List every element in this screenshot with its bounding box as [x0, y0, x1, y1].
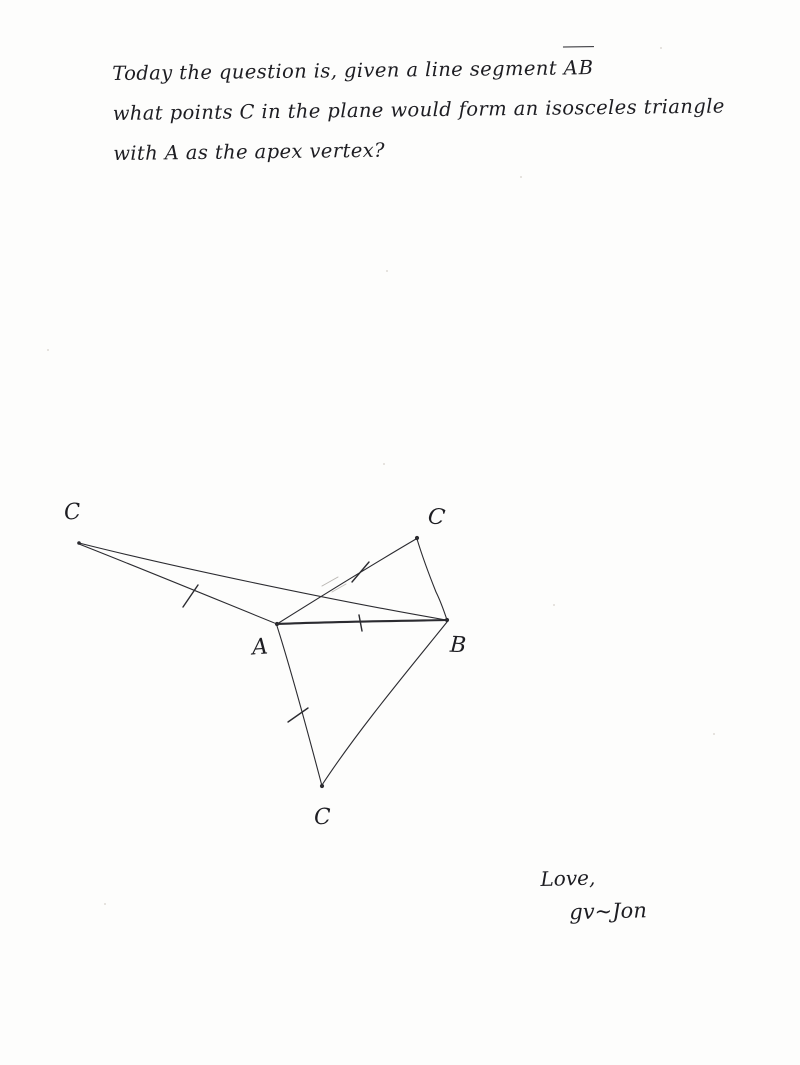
segment-ab: [277, 620, 447, 624]
prompt-line3: with A as the apex vertex?: [113, 138, 386, 165]
faint-construction-mark: [322, 577, 338, 586]
signature-name: gv~Jon: [569, 898, 648, 925]
signature-closing: Love,: [540, 865, 596, 891]
vertex-label-b: B: [449, 632, 467, 659]
prompt-line2: what points C in the plane would form an isosceles triangle: [112, 94, 725, 125]
segment-cleft-b: [79, 543, 446, 620]
segment-ab-label: AB: [563, 46, 594, 88]
vertex-label-a: A: [251, 634, 269, 661]
vertex-label-c-upper-right: C: [426, 503, 447, 532]
vertex-label-c-left: C: [62, 499, 83, 526]
vertex-dot-cupperright: [415, 536, 419, 540]
segment-a-cleft: [79, 544, 277, 624]
vertex-dot-cbottom: [320, 784, 324, 788]
vertex-label-c-bottom: C: [313, 804, 332, 831]
segment-a-cbottom: [277, 626, 322, 786]
tick-mark-a-cbottom: [288, 708, 308, 722]
vertex-dot-b: [445, 618, 449, 622]
prompt-line1: Today the question is, given a line segment: [112, 56, 558, 85]
segment-cupperright-b: [417, 539, 447, 620]
vertex-dot-cleft: [77, 541, 81, 545]
tick-mark-ab: [359, 615, 362, 631]
vertex-dot-a: [275, 622, 279, 626]
tick-mark-a-cupperright: [352, 562, 369, 582]
signature-block: [540, 859, 647, 930]
segment-cbottom-b: [322, 622, 447, 785]
